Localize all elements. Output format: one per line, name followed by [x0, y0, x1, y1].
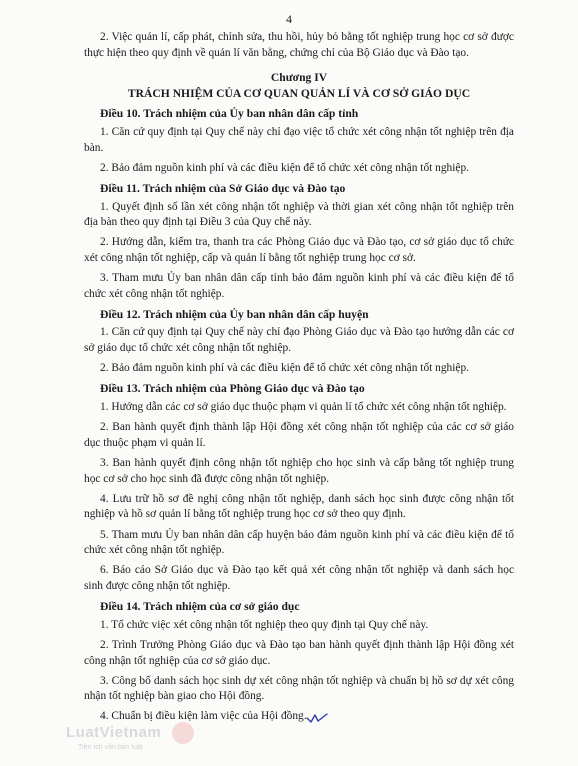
article-heading: Điều 13. Trách nhiệm của Phòng Giáo dục và Đào tạo: [100, 382, 365, 396]
page-number: 4: [286, 12, 292, 26]
paragraph: 2. Việc quản lí, cấp phát, chỉnh sửa, thu hồi, hủy bỏ bằng tốt nghiệp trung học cơ sở được thực hiện theo quy định về quản lí văn bằng, chứng chỉ của Bộ Giáo dục và Đào tạo.: [84, 31, 514, 59]
article-item: 3. Công bố danh sách học sinh dự xét công nhận tốt nghiệp và chuẩn bị hồ sơ dự xét công nhận tốt nghiệp bàn giao cho Hội đồng.: [84, 674, 514, 703]
article-item: 2. Ban hành quyết định thành lập Hội đồng xét công nhận tốt nghiệp của các cơ sở giáo dục thuộc phạm vi quản lí.: [84, 421, 514, 449]
article-item: 2. Hướng dẫn, kiểm tra, thanh tra các Phòng Giáo dục và Đào tạo, cơ sở giáo dục tổ chức xét công nhận tốt nghiệp, cấp và quản lí bằng tốt nghiệp trung học cơ sở.: [84, 236, 514, 264]
watermark: [66, 722, 216, 760]
article-item: 1. Căn cứ quy định tại Quy chế này chỉ đạo Phòng Giáo dục và Đào tạo hướng dẫn các cơ sở giáo dục tổ chức xét công nhận tốt nghiệp.: [84, 326, 514, 355]
article-item: 1. Hướng dẫn các cơ sở giáo dục thuộc phạm vi quản lí tổ chức xét công nhận tốt nghiệp.: [100, 401, 507, 414]
article-item: 4. Chuẩn bị điều kiện làm việc của Hội đồng.: [100, 710, 307, 723]
article-item: 2. Trình Trưởng Phòng Giáo dục và Đào tạo ban hành quyết định thành lập Hội đồng xét công nhận tốt nghiệp của cơ sở giáo dục.: [84, 638, 514, 667]
article-item: 2. Bảo đảm nguồn kinh phí và các điều kiện để tổ chức xét công nhận tốt nghiệp.: [100, 362, 469, 375]
chapter-subtitle: TRÁCH NHIỆM CỦA CƠ QUAN QUẢN LÍ VÀ CƠ SỞ GIÁO DỤC: [127, 86, 471, 100]
article-item: 4. Lưu trữ hồ sơ đề nghị công nhận tốt nghiệp, danh sách học sinh được công nhận tốt nghiệp và hồ sơ quản lí bằng tốt nghiệp trung học cơ sở theo quy định.: [84, 492, 514, 521]
initial-signature-icon: [306, 712, 328, 724]
article-heading: Điều 11. Trách nhiệm của Sở Giáo dục và Đào tạo: [100, 181, 346, 195]
article-item: 5. Tham mưu Ủy ban nhân dân cấp huyện bảo đảm nguồn kinh phí và các điều kiện để tổ chức xét công nhận tốt nghiệp.: [84, 528, 514, 557]
article-item: 1. Tổ chức việc xét công nhận tốt nghiệp theo quy định tại Quy chế này.: [100, 618, 429, 631]
article-item: 3. Tham mưu Ủy ban nhân dân cấp tỉnh bảo đảm nguồn kinh phí và các điều kiện để tổ chức xét công nhận tốt nghiệp.: [84, 272, 514, 300]
watermark-logo: LuatVietnam: [66, 724, 162, 741]
article-heading: Điều 10. Trách nhiệm của Ủy ban nhân dân cấp tỉnh: [100, 107, 359, 121]
article-item: 2. Bảo đảm nguồn kinh phí và các điều kiện để tổ chức xét công nhận tốt nghiệp.: [100, 161, 469, 174]
article-heading: Điều 12. Trách nhiệm của Ủy ban nhân dân cấp huyện: [100, 307, 369, 321]
document-body: [84, 30, 514, 730]
article-item: 3. Ban hành quyết định công nhận tốt nghiệp cho học sinh và cấp bằng tốt nghiệp trung học cơ sở cho học sinh đã được công nhận tốt nghiệp.: [84, 457, 514, 485]
article-heading: Điều 14. Trách nhiệm của cơ sở giáo dục: [100, 600, 300, 614]
article-item: 1. Căn cứ quy định tại Quy chế này chỉ đạo việc tổ chức xét công nhận tốt nghiệp trên địa bàn.: [84, 125, 514, 154]
article-item: 6. Báo cáo Sở Giáo dục và Đào tạo kết quả xét công nhận tốt nghiệp và danh sách học sinh được công nhận tốt nghiệp.: [84, 564, 514, 592]
watermark-badge-icon: [172, 722, 194, 744]
article-item: 1. Quyết định số lần xét công nhận tốt nghiệp và thời gian xét công nhận tốt nghiệp trên địa bàn theo quy định tại Điều 3 của Quy chế này.: [84, 200, 514, 229]
chapter-title: Chương IV: [270, 71, 328, 85]
watermark-tagline: Tiện ích văn bản luật: [78, 744, 143, 751]
